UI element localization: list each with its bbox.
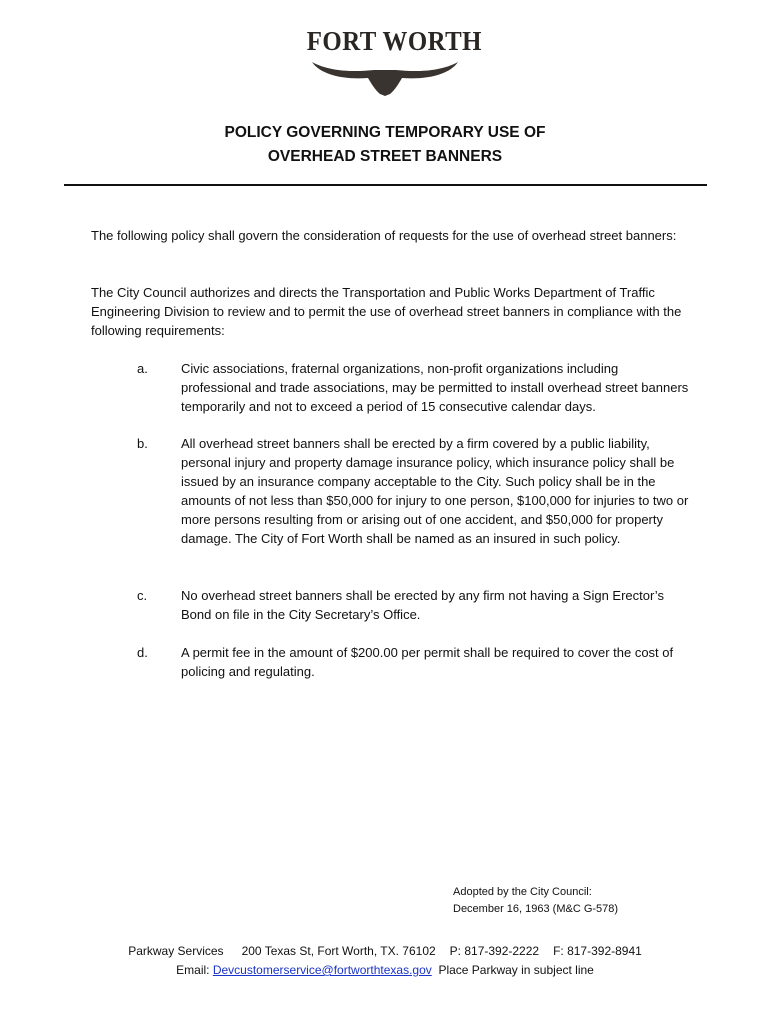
requirement-text: Civic associations, fraternal organizations, non-profit organizations including professional and trade associations, may be permitted to install overhead street banners temporarily and not to exceed a period of 15 consecutive calendar days. xyxy=(181,361,689,414)
longhorn-icon xyxy=(310,56,460,96)
logo-wordmark: FORT WORTH xyxy=(306,26,482,56)
title-line-2: OVERHEAD STREET BANNERS xyxy=(267,148,503,165)
footer-email-note: Place Parkway in subject line xyxy=(438,963,594,977)
footer-email-label: Email: xyxy=(176,963,210,977)
footer-email-line xyxy=(0,961,770,980)
adoption-line-2: December 16, 1963 (M&C G-578) xyxy=(453,903,619,915)
footer-phone: P: 817-392-2222 xyxy=(449,944,540,958)
requirement-text: A permit fee in the amount of $200.00 per permit shall be required to cover the cost of policing and regulating. xyxy=(181,645,674,679)
requirement-letter: c. xyxy=(137,588,148,603)
fort-worth-logo xyxy=(300,26,482,96)
title-line-1: POLICY GOVERNING TEMPORARY USE OF xyxy=(224,124,546,141)
page-footer xyxy=(0,942,770,980)
requirement-letter: b. xyxy=(137,436,148,451)
requirement-text: No overhead street banners shall be erected by any firm not having a Sign Erector’s Bond on file in the City Secretary’s Office. xyxy=(181,588,664,622)
adoption-note xyxy=(453,884,618,918)
requirement-letter: a. xyxy=(137,361,148,376)
footer-address: 200 Texas St, Fort Worth, TX. 76102 xyxy=(241,944,436,958)
adoption-line-1: Adopted by the City Council: xyxy=(453,886,592,898)
title-divider xyxy=(64,184,707,186)
footer-email-link[interactable]: Devcustomerservice@fortworthtexas.gov xyxy=(212,963,432,977)
page-title xyxy=(0,121,770,169)
requirement-letter: d. xyxy=(137,645,148,660)
footer-department: Parkway Services xyxy=(128,944,224,958)
footer-contact-line xyxy=(0,942,770,961)
authorization-paragraph: The City Council authorizes and directs the Transportation and Public Works Department of Traffic Engineering Division to review and to permit the use of overhead street banners in compliance with the following requirements: xyxy=(91,285,682,338)
intro-paragraph: The following policy shall govern the consideration of requests for the use of overhead street banners: xyxy=(91,228,677,243)
requirement-text: All overhead street banners shall be erected by a firm covered by a public liability, personal injury and property damage insurance policy, which insurance policy shall be issued by an insurance company acceptable to the City. Such policy shall be in the amounts of not less than $50,000 for injury to one person, $100,000 for injuries to two or more persons resulting from or arising out of one accident, and $50,000 for property damage. The City of Fort Worth shall be named as an insured in such policy. xyxy=(181,436,689,546)
footer-fax: F: 817-392-8941 xyxy=(553,944,642,958)
